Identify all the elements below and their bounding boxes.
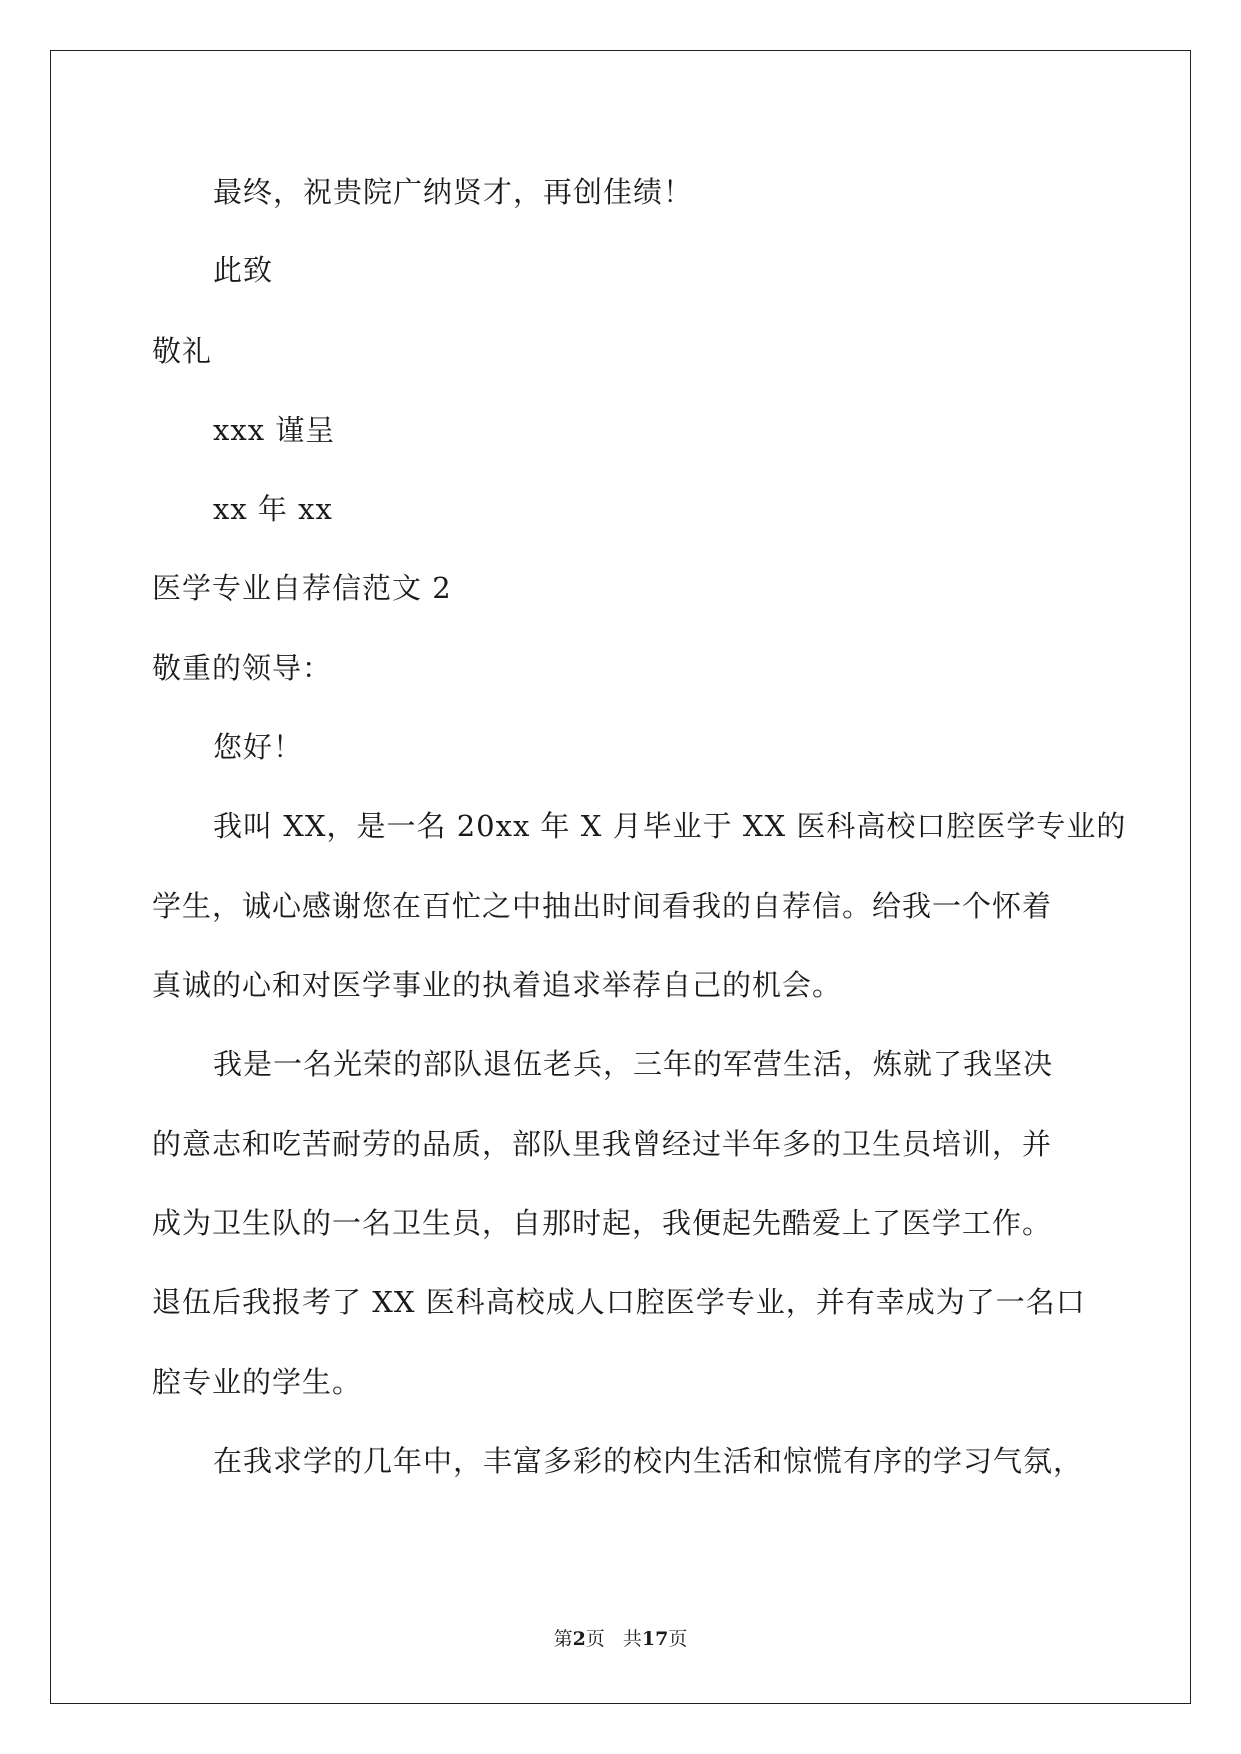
paragraph-2-line-2: 的意志和吃苦耐劳的品质，部队里我曾经过半年多的卫生员培训，并 xyxy=(152,1127,1053,1161)
paragraph-2-line-4: 退伍后我报考了 XX 医科高校成人口腔医学专业，并有幸成为了一名口 xyxy=(152,1285,1086,1319)
page-current: 2 xyxy=(572,1628,586,1650)
paragraph-3-line-1: 在我求学的几年中，丰富多彩的校内生活和惊慌有序的学习气氛， xyxy=(213,1444,1084,1478)
signature-line: xxx 谨呈 xyxy=(213,413,336,447)
total-prefix: 共 xyxy=(622,1628,642,1650)
paragraph-1-line-2: 学生，诚心感谢您在百忙之中抽出时间看我的自荐信。给我一个怀着 xyxy=(152,889,1053,923)
paragraph-1-line-3: 真诚的心和对医学事业的执着追求举荐自己的机会。 xyxy=(152,968,843,1002)
date-line: xx 年 xx xyxy=(213,492,333,526)
greeting-line: 敬重的领导： xyxy=(152,651,333,685)
section-title: 医学专业自荐信范文 2 xyxy=(152,571,452,605)
page-total: 17 xyxy=(641,1628,669,1650)
paragraph-1-line-1: 我叫 XX，是一名 20xx 年 X 月毕业于 XX 医科高校口腔医学专业的 xyxy=(213,809,1127,843)
salutation-jingli: 敬礼 xyxy=(152,334,213,368)
page-unit: 页 xyxy=(585,1628,605,1650)
total-unit: 页 xyxy=(668,1628,688,1650)
closing-wish-line: 最终，祝贵院广纳贤才，再创佳绩！ xyxy=(213,175,694,209)
page-footer xyxy=(0,1627,1241,1651)
salutation-cizhi: 此致 xyxy=(213,253,274,287)
page-prefix: 第 xyxy=(553,1628,573,1650)
paragraph-2-line-5: 腔专业的学生。 xyxy=(152,1365,363,1399)
paragraph-2-line-1: 我是一名光荣的部队退伍老兵，三年的军营生活，炼就了我坚决 xyxy=(213,1047,1054,1081)
paragraph-2-line-3: 成为卫生队的一名卫生员，自那时起，我便起先酷爱上了医学工作。 xyxy=(152,1206,1053,1240)
hello-line: 您好！ xyxy=(213,730,304,764)
